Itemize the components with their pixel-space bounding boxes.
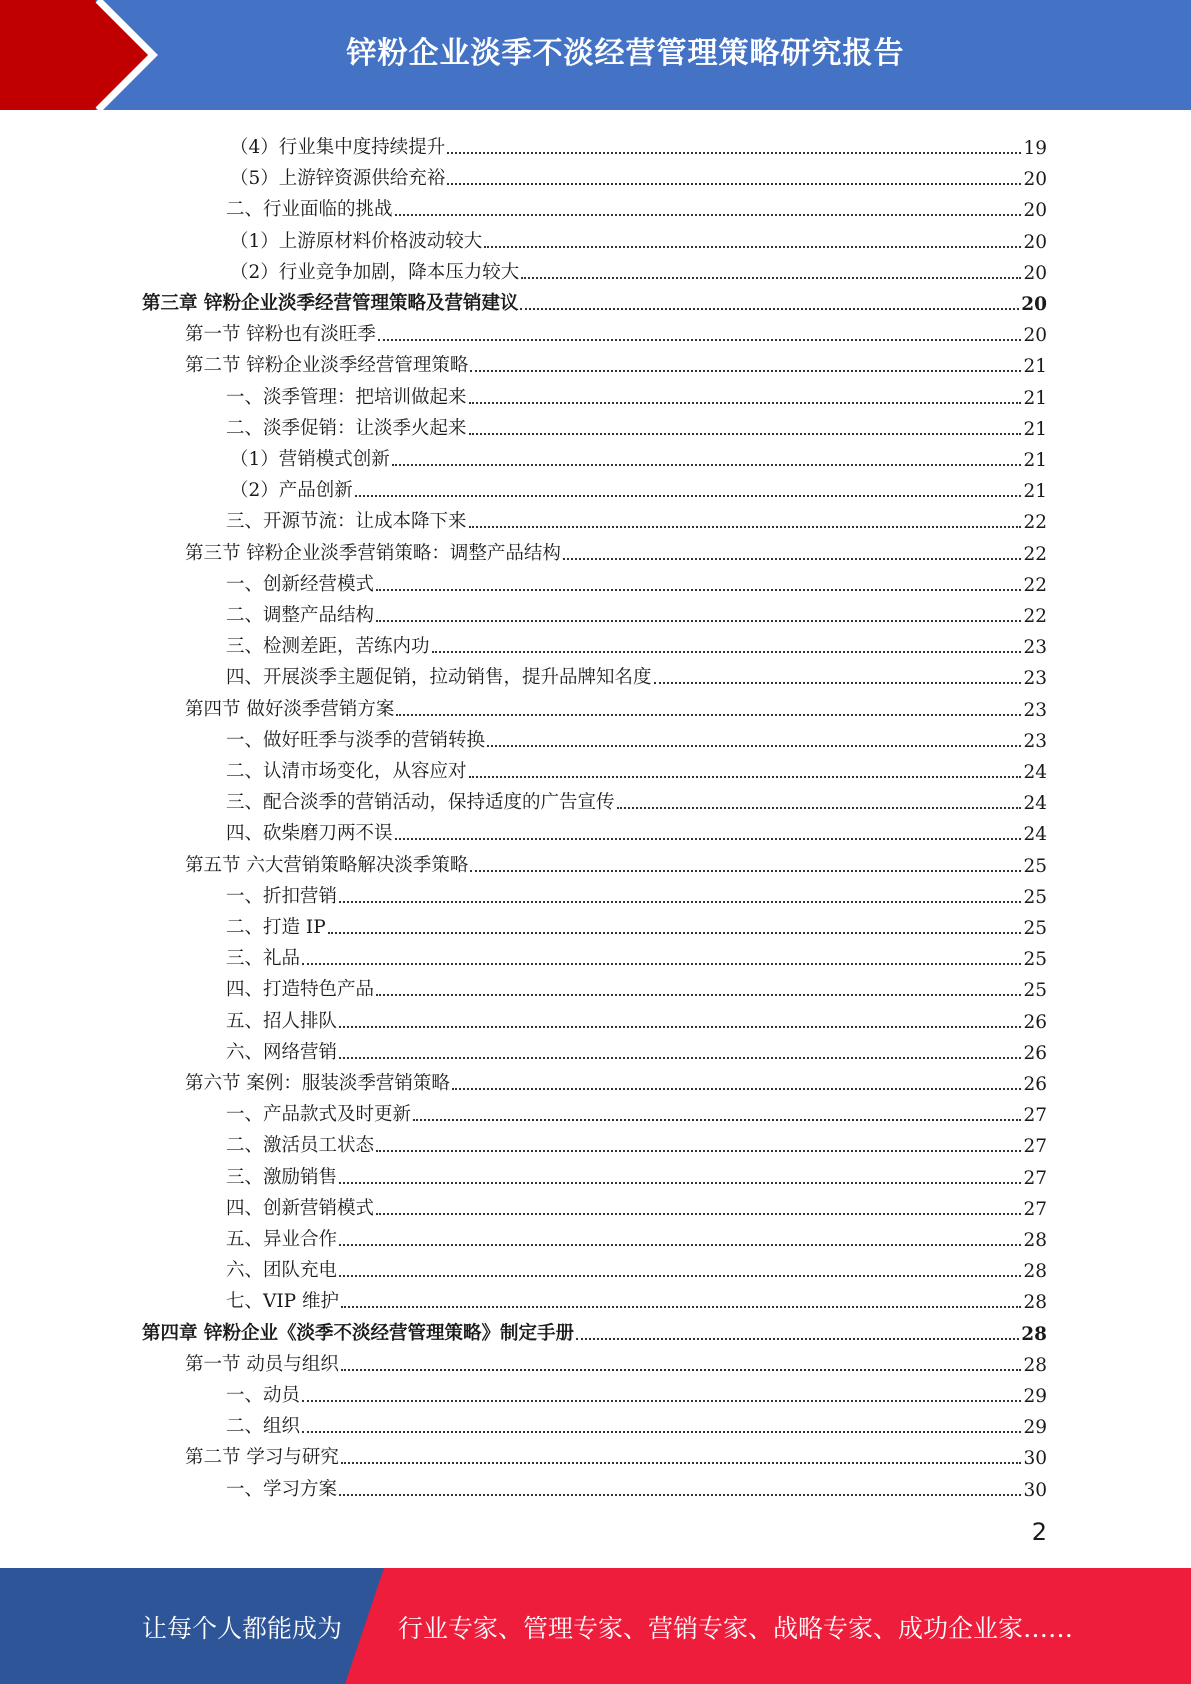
toc-entry[interactable]	[185, 534, 1047, 565]
toc-entry-page: 27	[1023, 1167, 1047, 1189]
toc-entry-title: （1）上游原材料价格波动较大	[230, 230, 483, 252]
toc-entry-title: 三、检测差距，苦练内功	[226, 636, 430, 658]
toc-dot-leader	[376, 1213, 1021, 1215]
toc-entry-title: 一、动员	[226, 1385, 301, 1406]
toc-entry-page: 20	[1023, 325, 1047, 347]
toc-entry[interactable]	[226, 1376, 1047, 1407]
toc-dot-leader	[341, 1369, 1022, 1371]
toc-entry[interactable]	[226, 783, 1047, 814]
toc-entry[interactable]	[185, 1064, 1047, 1095]
toc-dot-leader	[341, 1306, 1021, 1308]
toc-entry[interactable]	[142, 284, 1047, 315]
toc-entry-title: 四、开展淡季主题促销，拉动销售，提升品牌知名度	[226, 667, 652, 689]
toc-entry-page: 29	[1023, 1386, 1047, 1407]
toc-dot-leader	[339, 1182, 1021, 1184]
toc-dot-leader	[376, 1150, 1021, 1152]
toc-entry-page: 21	[1023, 450, 1047, 471]
toc-entry-title: 六、网络营销	[226, 1041, 338, 1063]
toc-dot-leader	[469, 776, 1022, 778]
toc-entry[interactable]	[226, 1251, 1047, 1282]
toc-entry[interactable]	[230, 159, 1047, 190]
toc-entry-title: （2）产品创新	[230, 480, 353, 502]
toc-entry[interactable]	[226, 1220, 1047, 1251]
toc-entry-title: 一、创新经营模式	[226, 573, 375, 595]
toc-dot-leader	[469, 526, 1022, 528]
toc-dot-leader	[339, 901, 1021, 903]
toc-entry-page: 25	[1023, 918, 1047, 939]
toc-entry[interactable]	[226, 409, 1047, 440]
toc-entry-page: 21	[1023, 356, 1047, 378]
toc-entry-page: 28	[1023, 1292, 1047, 1314]
toc-entry-title: 五、异业合作	[226, 1229, 338, 1250]
toc-dot-leader	[341, 1462, 1022, 1464]
toc-entry-title: 三、开源节流：让成本降下来	[226, 511, 467, 533]
toc-entry[interactable]	[226, 1033, 1047, 1064]
toc-entry-page: 27	[1023, 1105, 1047, 1127]
toc-entry[interactable]	[226, 908, 1047, 939]
toc-entry-page: 30	[1023, 1479, 1047, 1501]
report-title: 锌粉企业淡季不淡经营管理策略研究报告	[346, 36, 905, 71]
toc-dot-leader	[447, 183, 1021, 185]
toc-dot-leader	[339, 1026, 1021, 1028]
toc-entry-page: 21	[1023, 387, 1047, 409]
toc-dot-leader	[452, 1088, 1022, 1090]
toc-dot-leader	[396, 714, 1021, 716]
toc-entry-page: 19	[1023, 138, 1047, 159]
toc-dot-leader	[563, 558, 1022, 560]
toc-entry-page: 20	[1023, 200, 1047, 222]
toc-dot-leader	[395, 838, 1022, 840]
toc-entry[interactable]	[226, 752, 1047, 783]
toc-entry-page: 20	[1023, 231, 1047, 253]
toc-dot-leader	[469, 433, 1022, 435]
toc-entry-title: 五、招人排队	[226, 1010, 338, 1032]
toc-entry-title: 二、组织	[226, 1416, 301, 1438]
toc-entry-title: 一、做好旺季与淡季的营销转换	[226, 729, 486, 751]
toc-entry-title: 第一节 锌粉也有淡旺季	[185, 324, 376, 346]
toc-entry-title: 一、产品款式及时更新	[226, 1104, 412, 1126]
toc-entry[interactable]	[185, 1345, 1047, 1376]
toc-entry[interactable]	[226, 721, 1047, 752]
toc-entry[interactable]	[185, 690, 1047, 721]
toc-entry[interactable]	[226, 502, 1047, 533]
toc-dot-leader	[392, 464, 1022, 466]
toc-entry-page: 25	[1023, 949, 1047, 971]
toc-entry[interactable]	[226, 658, 1047, 689]
toc-entry-title: 第三章 锌粉企业淡季经营管理策略及营销建议	[142, 293, 519, 314]
toc-dot-leader	[395, 214, 1022, 216]
toc-dot-leader	[376, 994, 1021, 996]
toc-entry-page: 27	[1023, 1136, 1047, 1158]
toc-entry-title: （2）行业竞争加剧，降本压力较大	[230, 261, 520, 283]
toc-dot-leader	[302, 1400, 1021, 1402]
toc-entry-page: 26	[1023, 1011, 1047, 1033]
toc-dot-leader	[654, 682, 1022, 684]
toc-entry-page: 23	[1023, 730, 1047, 752]
toc-entry-title: （4）行业集中度持续提升	[230, 137, 446, 158]
toc-dot-leader	[617, 807, 1022, 809]
toc-entry-page: 21	[1023, 418, 1047, 440]
footer-slogan: 让每个人都能成为	[142, 1614, 343, 1643]
toc-entry-title: 二、调整产品结构	[226, 605, 375, 626]
toc-entry-title: 一、折扣营销	[226, 885, 338, 907]
toc-entry-page: 24	[1023, 762, 1047, 783]
toc-entry-page: 28	[1023, 1230, 1047, 1251]
toc-entry[interactable]	[185, 315, 1047, 346]
toc-dot-leader	[447, 152, 1021, 154]
toc-entry[interactable]	[142, 1314, 1047, 1345]
toc-entry[interactable]	[226, 939, 1047, 970]
toc-dot-leader	[328, 932, 1022, 934]
toc-dot-leader	[432, 651, 1022, 653]
toc-entry-page: 20	[1023, 262, 1047, 284]
toc-dot-leader	[576, 1338, 1019, 1340]
toc-entry-page: 26	[1023, 1074, 1047, 1095]
toc-entry-page: 28	[1021, 1323, 1047, 1345]
toc-entry-title: 三、激励销售	[226, 1166, 338, 1188]
toc-entry[interactable]	[226, 814, 1047, 845]
toc-entry-page: 22	[1023, 543, 1047, 565]
toc-dot-leader	[376, 620, 1021, 622]
toc-entry-title: 二、行业面临的挑战	[226, 199, 393, 221]
toc-entry-page: 25	[1023, 980, 1047, 1002]
toc-entry-page: 23	[1023, 699, 1047, 721]
toc-entry-title: 第六节 案例：服装淡季营销策略	[185, 1073, 450, 1094]
toc-dot-leader	[378, 339, 1022, 341]
toc-entry[interactable]	[230, 440, 1047, 471]
toc-dot-leader	[339, 1057, 1021, 1059]
toc-entry-page: 24	[1023, 793, 1047, 815]
toc-entry[interactable]	[226, 1126, 1047, 1157]
toc-entry-title: 第二节 锌粉企业淡季经营管理策略	[185, 355, 469, 377]
toc-dot-leader	[302, 963, 1021, 965]
toc-entry-title: 四、打造特色产品	[226, 979, 375, 1001]
toc-dot-leader	[469, 402, 1022, 404]
toc-entry-page: 23	[1023, 637, 1047, 659]
toc-dot-leader	[484, 246, 1021, 248]
toc-entry-title: 二、淡季促销：让淡季火起来	[226, 417, 467, 439]
toc-entry-title: 第二节 学习与研究	[185, 1447, 339, 1469]
toc-entry[interactable]	[226, 1002, 1047, 1033]
toc-entry-page: 22	[1023, 574, 1047, 596]
toc-entry-title: 第三节 锌粉企业淡季营销策略：调整产品结构	[185, 542, 561, 564]
toc-entry[interactable]	[185, 346, 1047, 377]
toc-entry[interactable]	[226, 565, 1047, 596]
toc-entry-page: 22	[1023, 606, 1047, 627]
toc-entry[interactable]	[226, 970, 1047, 1001]
toc-dot-leader	[521, 277, 1021, 279]
toc-dot-leader	[339, 1494, 1021, 1496]
page-number: 2	[1031, 1518, 1047, 1546]
toc-dot-leader	[339, 1244, 1021, 1246]
toc-entry-title: 二、打造 IP	[226, 917, 326, 938]
toc-entry[interactable]	[226, 378, 1047, 409]
toc-entry-title: 三、配合淡季的营销活动，保持适度的广告宣传	[226, 792, 615, 814]
toc-entry[interactable]	[185, 1438, 1047, 1469]
toc-entry[interactable]	[226, 877, 1047, 908]
toc-entry-page: 24	[1023, 824, 1047, 846]
toc-entry-title: 第五节 六大营销策略解决淡季策略	[185, 854, 469, 876]
toc-dot-leader	[302, 1431, 1021, 1433]
toc-dot-leader	[470, 870, 1021, 872]
toc-entry-title: 一、学习方案	[226, 1478, 338, 1500]
toc-entry[interactable]	[226, 1189, 1047, 1220]
toc-entry-page: 30	[1023, 1448, 1047, 1470]
toc-entry-page: 28	[1023, 1261, 1047, 1283]
toc-entry-page: 20	[1023, 169, 1047, 191]
toc-entry-title: 第四章 锌粉企业《淡季不淡经营管理策略》制定手册	[142, 1322, 574, 1344]
toc-entry-title: 第四节 做好淡季营销方案	[185, 698, 395, 720]
toc-entry[interactable]	[226, 596, 1047, 627]
toc-entry[interactable]	[226, 627, 1047, 658]
page-footer	[0, 1568, 1191, 1684]
toc-entry-page: 23	[1023, 668, 1047, 690]
toc-dot-leader	[413, 1119, 1021, 1121]
toc-entry-page: 21	[1023, 481, 1047, 503]
toc-entry[interactable]	[230, 128, 1047, 159]
toc-entry[interactable]	[230, 222, 1047, 253]
toc-entry-title: 四、创新营销模式	[226, 1197, 375, 1219]
toc-entry-page: 22	[1023, 512, 1047, 534]
toc-entry-title: （1）营销模式创新	[230, 449, 390, 470]
toc-entry-page: 28	[1023, 1354, 1047, 1376]
toc-entry-title: 第一节 动员与组织	[185, 1353, 339, 1375]
toc-dot-leader	[470, 370, 1021, 372]
toc-entry-title: 二、认清市场变化，从容应对	[226, 761, 467, 782]
toc-entry-title: 一、淡季管理：把培训做起来	[226, 386, 467, 408]
toc-entry-page: 26	[1023, 1042, 1047, 1064]
toc-dot-leader	[487, 745, 1021, 747]
toc-entry-page: 27	[1023, 1198, 1047, 1220]
page-header	[0, 0, 1191, 110]
toc-dot-leader	[520, 308, 1019, 310]
toc-entry-page: 29	[1023, 1417, 1047, 1439]
footer-roles: 行业专家、管理专家、营销专家、战略专家、成功企业家……	[398, 1614, 1074, 1643]
toc-entry-page: 25	[1023, 886, 1047, 908]
toc-entry-page: 20	[1021, 294, 1047, 315]
toc-entry-title: （5）上游锌资源供给充裕	[230, 168, 446, 190]
toc-entry-title: 三、礼品	[226, 948, 301, 970]
toc-entry-title: 二、激活员工状态	[226, 1135, 375, 1157]
toc-entry[interactable]	[230, 253, 1047, 284]
toc-entry[interactable]	[226, 1470, 1047, 1501]
toc-entry-title: 七、VIP 维护	[226, 1291, 339, 1313]
toc-entry[interactable]	[185, 846, 1047, 877]
toc-entry-page: 25	[1023, 855, 1047, 877]
toc-entry-title: 四、砍柴磨刀两不误	[226, 823, 393, 845]
toc-dot-leader	[355, 495, 1022, 497]
toc-entry[interactable]	[226, 190, 1047, 221]
toc-entry[interactable]	[226, 1407, 1047, 1438]
toc-dot-leader	[339, 1275, 1021, 1277]
toc-entry[interactable]	[226, 1282, 1047, 1313]
toc-entry-title: 六、团队充电	[226, 1260, 338, 1282]
toc-entry[interactable]	[226, 1095, 1047, 1126]
toc-dot-leader	[376, 589, 1021, 591]
toc-entry[interactable]	[230, 471, 1047, 502]
toc-entry[interactable]	[226, 1158, 1047, 1189]
